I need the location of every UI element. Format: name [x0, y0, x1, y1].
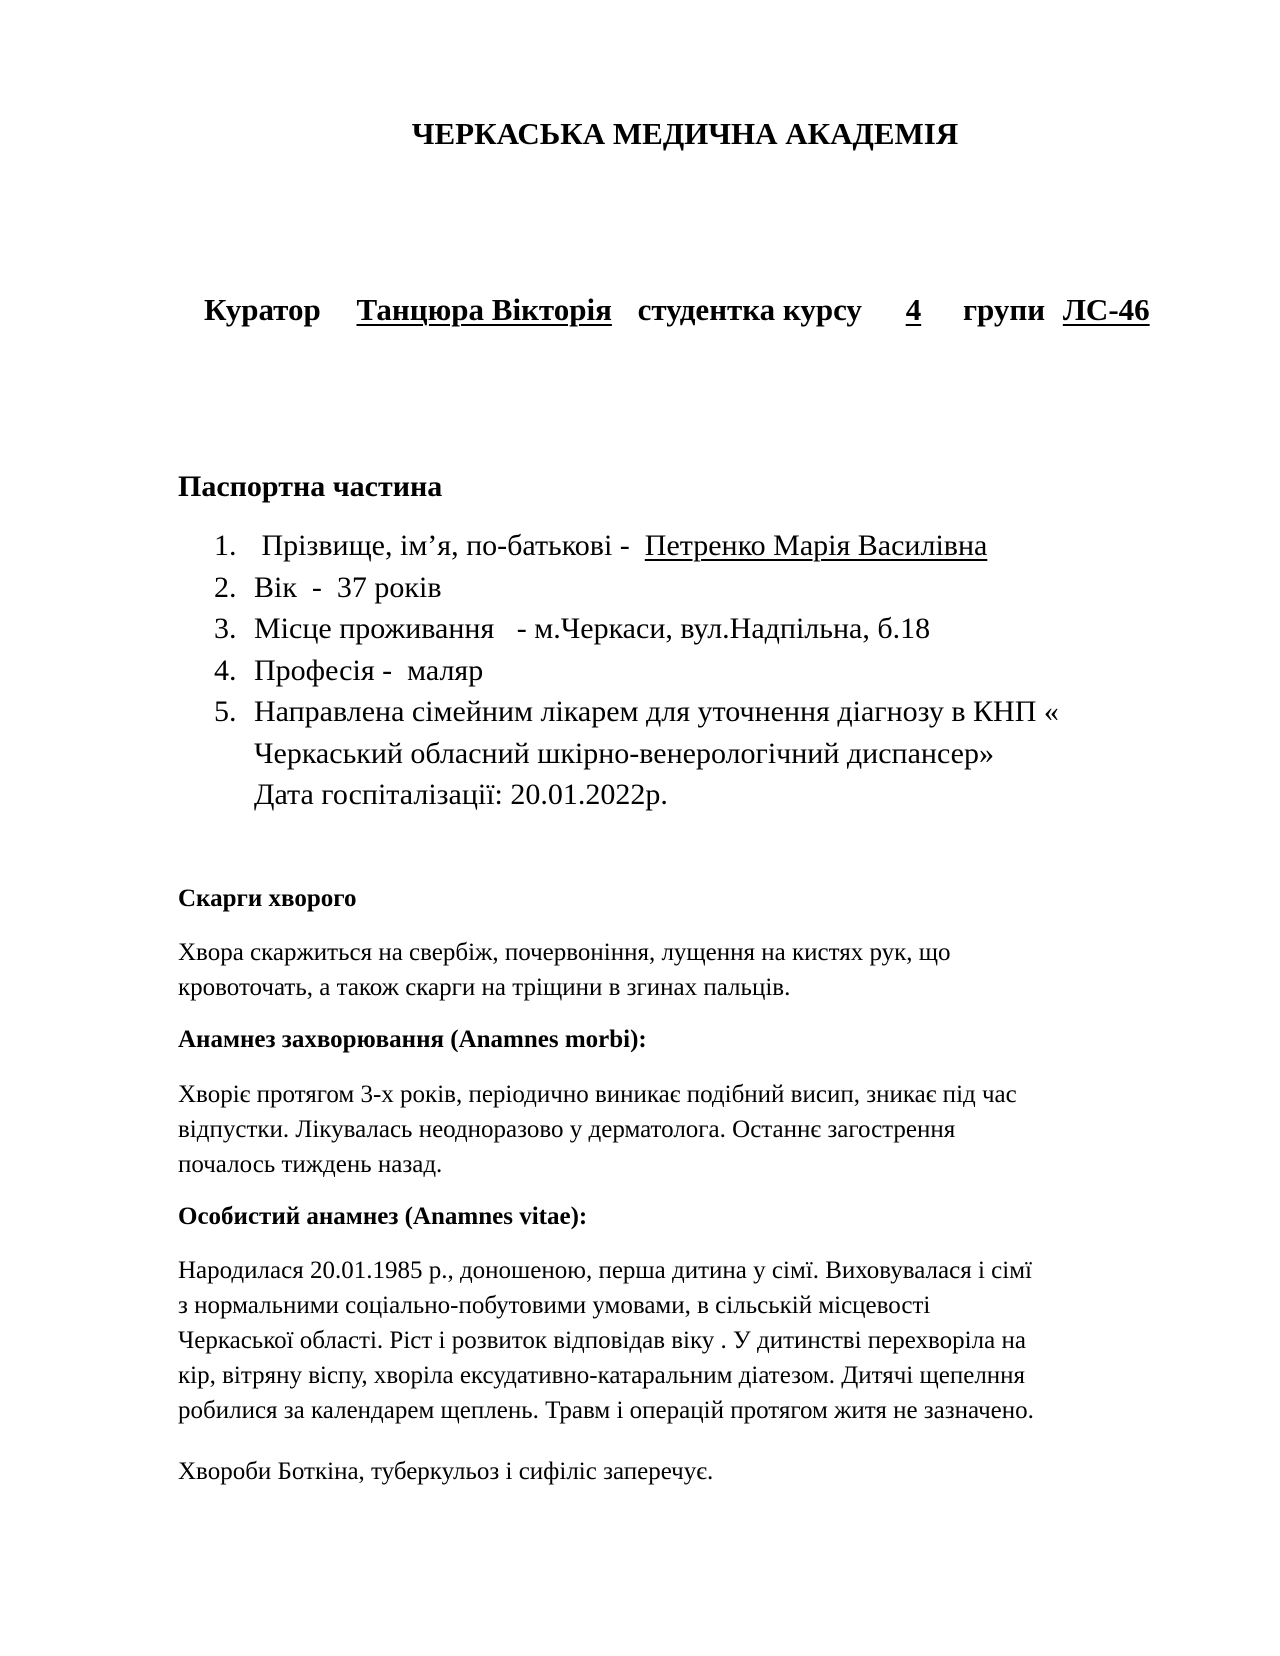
- anamnes-vitae-heading: Особистий анамнез (Anamnes vitae):: [178, 1203, 588, 1230]
- passport-item: [214, 608, 1174, 650]
- paragraph-line: Черкаської області. Ріст і розвиток відповідав віку . У дитинстві перехворіла на: [178, 1327, 1026, 1354]
- paragraph-line: кровоточать, а також скарги на тріщини в згинах пальців.: [178, 974, 791, 1001]
- paragraph-line: кір, вітряну віспу, хворіла ексудативно-катаральним діатезом. Дитячі щепелння: [178, 1362, 1026, 1389]
- anamnes-morbi-heading: Анамнез захворювання (Anamnes morbi):: [178, 1026, 647, 1053]
- curator-group: ЛС-46: [1062, 292, 1150, 327]
- curator-group-label: групи: [962, 292, 1046, 327]
- paragraph-line: Хворіє протягом 3-х років, періодично виникає подібний висип, зникає під час: [178, 1081, 1017, 1108]
- curator-line: [204, 292, 1150, 328]
- paragraph-line: Хвороби Боткіна, туберкульоз і сифіліс заперечує.: [178, 1458, 714, 1485]
- curator-course: 4: [905, 292, 922, 327]
- passport-item-number: 2.: [214, 570, 237, 604]
- document-title: ЧЕРКАСЬКА МЕДИЧНА АКАДЕМІЯ: [411, 116, 959, 151]
- complaints-heading: Скарги хворого: [178, 885, 357, 912]
- curator-status: студентка курсу: [637, 292, 862, 327]
- passport-item-number: 5.: [214, 695, 237, 728]
- passport-item-number: 1.: [214, 529, 237, 562]
- passport-item-label: Вік - 37 років: [254, 570, 442, 604]
- passport-list: [214, 525, 1174, 816]
- curator-name: Танцюра Вікторія: [356, 292, 612, 327]
- paragraph-line: Хвора скаржиться на свербіж, почервоніння, лущення на кистях рук, що: [178, 939, 951, 966]
- curator-label: Куратор: [204, 292, 321, 327]
- passport-item: [214, 650, 1174, 692]
- passport-item: [214, 567, 1174, 609]
- paragraph-line: відпустки. Лікувалась неодноразово у дерматолога. Останнє загострення: [178, 1116, 956, 1143]
- anamnes-vitae-text: [178, 1253, 1188, 1428]
- passport-item-number: 3.: [214, 612, 237, 645]
- patient-name: Петренко Марія Василівна: [644, 529, 988, 562]
- hospitalization-date: Дата госпіталізації: 20.01.2022р.: [254, 778, 668, 811]
- passport-item-label: Професія - маляр: [254, 653, 484, 687]
- passport-heading: Паспортна частина: [178, 470, 443, 503]
- anamnes-vitae-extra: [178, 1454, 1188, 1489]
- paragraph-line: Народилася 20.01.1985 р., доношеною, перша дитина у сімї. Виховувалася і сімї: [178, 1257, 1032, 1284]
- complaints-text: [178, 935, 1188, 1005]
- paragraph-line: робилися за календарем щеплень. Травм і операцій протягом житя не зазначено.: [178, 1397, 1034, 1424]
- passport-item: [214, 525, 1174, 567]
- paragraph-line: почалось тиждень назад.: [178, 1151, 443, 1178]
- passport-item-label: Прізвище, ім’я, по-батькові -: [254, 529, 645, 562]
- passport-item-number: 4.: [214, 653, 237, 687]
- anamnes-morbi-text: [178, 1077, 1188, 1182]
- paragraph-line: з нормальними соціально-побутовими умовами, в сільській місцевості: [178, 1292, 931, 1319]
- passport-item: [214, 691, 1174, 816]
- passport-item-label: Місце проживання - м.Черкаси, вул.Надпільна, б.18: [254, 612, 931, 645]
- referral-line: Направлена сімейним лікарем для уточнення діагнозу в КНП «: [254, 695, 1059, 728]
- referral-line: Черкаський обласний шкірно-венерологічний диспансер»: [254, 736, 994, 770]
